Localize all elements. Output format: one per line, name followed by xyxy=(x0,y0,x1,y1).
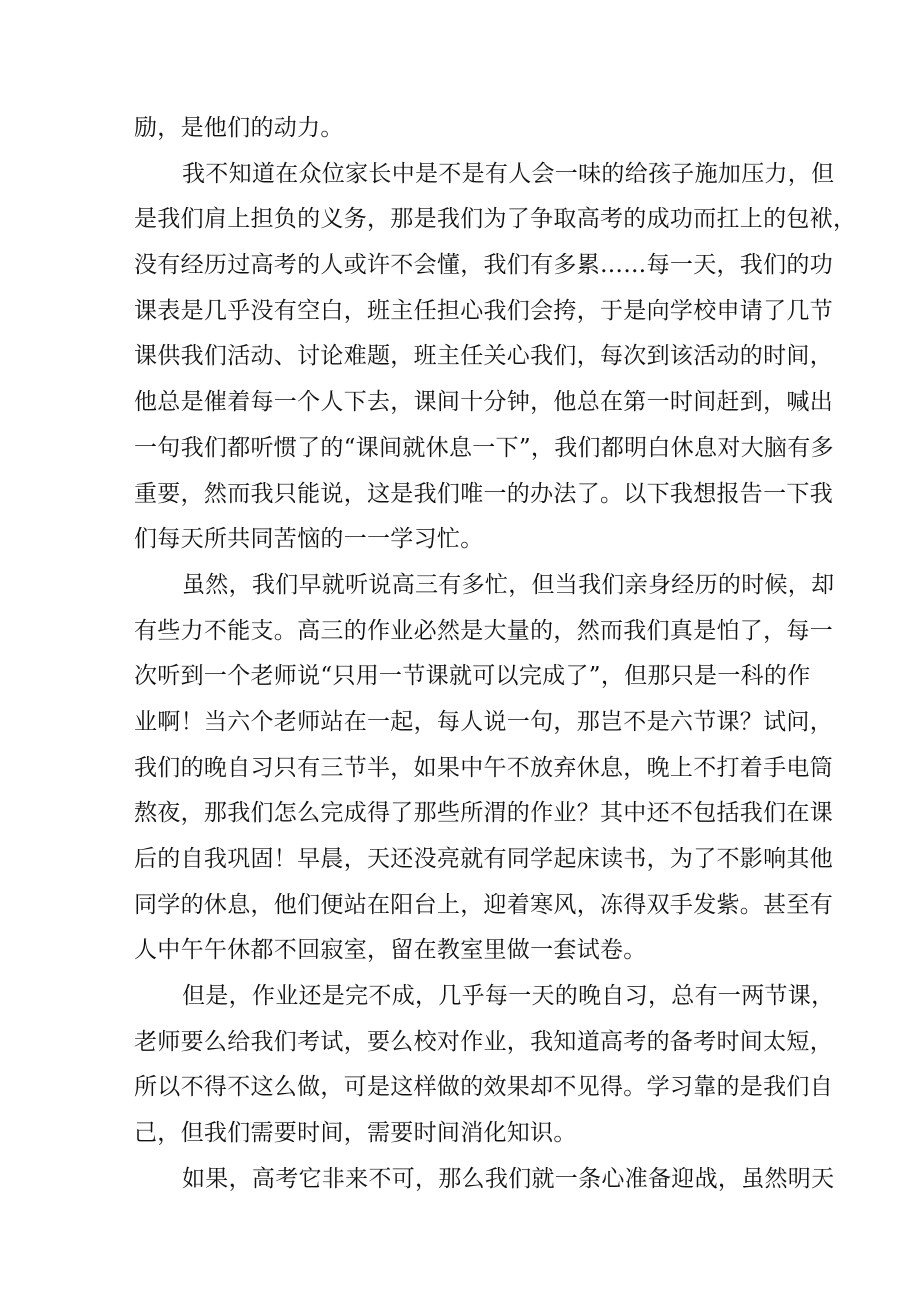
text-line: 是我们肩上担负的义务，那是我们为了争取高考的成功而扛上的包袱， xyxy=(134,206,857,233)
text-line: 熬夜，那我们怎么完成得了那些所渭的作业？其中还不包括我们在课 xyxy=(134,800,833,827)
text-line: 有些力不能支。高三的作业必然是大量的，然而我们真是怕了，每一 xyxy=(134,617,833,644)
text-line: 如果，高考它非来不可，那么我们就一条心准备迎战，虽然明天 xyxy=(182,1165,835,1192)
text-line: 一句我们都听惯了的“课间就休息一下”，我们都明白休息对大脑有多 xyxy=(134,434,834,461)
paragraph-3 xyxy=(134,563,835,974)
paragraph-2 xyxy=(134,152,857,563)
text-line: 们每天所共同苦恼的一一学习忙。 xyxy=(134,526,484,553)
text-line: 所以不得不这么做，可是这样做的效果却不见得。学习靠的是我们自 xyxy=(134,1074,833,1101)
text-line: 他总是催着每一个人下去，课间十分钟，他总在第一时间赶到，喊出 xyxy=(134,389,833,416)
text-line: 我不知道在众位家长中是不是有人会一味的给孩子施加压力，但 xyxy=(182,160,835,187)
text-line: 人中午午休都不回寂室，留在教室里做一套试卷。 xyxy=(134,937,647,964)
text-line: 没有经历过高考的人或许不会懂，我们有多累……每一天，我们的功 xyxy=(134,252,833,279)
text-line: 老师要么给我们考试，要么校对作业，我知道高考的备考时间太短， xyxy=(134,1028,833,1055)
text-line: 业啊！当六个老师站在一起，每人说一句，那岂不是六节课？试问， xyxy=(134,708,833,735)
text-line: 虽然，我们早就听说高三有多忙，但当我们亲身经历的时候，却 xyxy=(182,571,835,598)
text-line: 我们的晚自习只有三节半，如果中午不放弃休息，晚上不打着手电筒 xyxy=(134,754,833,781)
text-line: 后的自我巩固！早晨，天还没亮就有同学起床读书，为了不影响其他 xyxy=(134,846,833,872)
text-line: 课表是几乎没有空白，班主任担心我们会挎，于是向学校申请了几节 xyxy=(134,297,833,324)
text-line: 但是，作业还是完不成，几乎每一天的晚自习，总有一两节课， xyxy=(182,983,835,1010)
text-line: 次听到一个老师说“只用一节课就可以完成了”，但那只是一科的作 xyxy=(134,663,811,690)
text-line: 课供我们活动、讨论难题，班主任关心我们，每次到该活动的时间， xyxy=(134,343,833,370)
paragraph-5 xyxy=(134,1157,835,1203)
text-line: 己，但我们需要时间，需要时间消化知识。 xyxy=(134,1120,577,1147)
paragraph-1 xyxy=(134,106,794,152)
document-body xyxy=(134,106,857,1203)
text-line: 重要，然而我只能说，这是我们唯一的办法了。以下我想报告一下我 xyxy=(134,480,833,507)
text-line: 同学的休息，他们便站在阳台上，迎着寒风，冻得双手发紫。甚至有 xyxy=(134,891,833,918)
paragraph-4 xyxy=(134,974,835,1157)
text-line: 励，是他们的动力。 xyxy=(134,115,344,141)
